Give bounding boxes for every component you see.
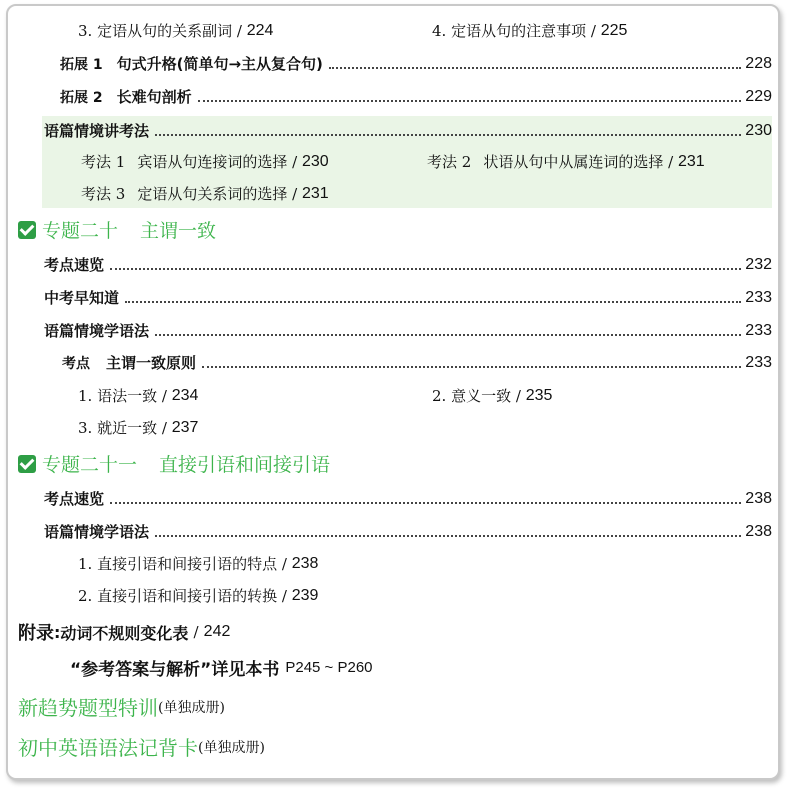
dot-leader — [110, 268, 741, 270]
toc-row-yupian-xueyufa[interactable] — [44, 320, 772, 341]
dot-leader — [202, 366, 741, 368]
list-item: 2. 直接引语和间接引语的转换 / 239 — [78, 586, 319, 605]
toc-row-yupian-xueyufa[interactable] — [44, 521, 772, 542]
section-label: 考点 — [62, 355, 90, 372]
page-number: 233 — [745, 353, 772, 371]
section-title: 考点速览 — [44, 256, 105, 274]
page-number: 228 — [745, 54, 772, 72]
list-item: 1. 语法一致 / 234 — [78, 386, 199, 405]
section-title: 考点速览 — [44, 490, 105, 508]
toc-page — [6, 4, 780, 780]
list-item: 4. 定语从句的注意事项 / 225 — [432, 21, 628, 40]
toc-row-tuozhan-1[interactable] — [60, 53, 772, 74]
list-item: 2. 意义一致 / 235 — [432, 386, 553, 405]
toc-row-kaodian-sulan[interactable] — [44, 488, 772, 509]
dot-leader — [155, 334, 741, 336]
section-title: 中考早知道 — [44, 289, 120, 307]
page-number: 232 — [745, 255, 772, 273]
page-number: 242 — [203, 623, 231, 640]
list-item: 考法 1 宾语从句连接词的选择 / 230 — [81, 152, 329, 171]
page-number: 238 — [745, 489, 772, 507]
volume-note: (单独成册) — [158, 699, 225, 716]
list-item: 1. 直接引语和间接引语的特点 / 238 — [78, 554, 319, 573]
page-number: 229 — [745, 87, 772, 105]
toc-row-yupian-jiangkaofa[interactable] — [44, 120, 772, 141]
answers-note: “参考答案与解析”详见本书 P245 ~ P260 — [70, 659, 373, 680]
page-range: P245 ~ P260 — [285, 659, 373, 676]
appendix-row[interactable]: 附录 : 动词不规则变化表 / 242 — [18, 619, 230, 645]
checkbox-icon — [18, 455, 36, 473]
dot-leader — [125, 301, 741, 303]
appendix-title: 动词不规则变化表 — [60, 623, 189, 643]
dot-leader — [198, 100, 742, 102]
volume-note: (单独成册) — [198, 739, 265, 756]
volume-title: 初中英语语法记背卡 — [18, 736, 198, 760]
list-item: 考法 3 定语从句关系词的选择 / 231 — [81, 184, 329, 203]
dot-leader — [155, 535, 741, 537]
section-label: 拓展 1 — [60, 56, 103, 73]
appendix-label: 附录 — [18, 623, 54, 644]
topic-subtitle: 直接引语和间接引语 — [159, 454, 331, 476]
page-number: 233 — [745, 288, 772, 306]
section-title: 语篇情境讲考法 — [44, 122, 150, 140]
topic-heading-20[interactable] — [18, 216, 216, 243]
toc-row-zhongkao[interactable] — [44, 287, 772, 308]
volume-title: 新趋势题型特训 — [18, 696, 158, 720]
toc-row-tuozhan-2[interactable] — [60, 86, 772, 107]
topic-heading-21[interactable] — [18, 450, 330, 477]
topic-title: 专题二十一 — [42, 454, 138, 476]
dot-leader — [155, 134, 741, 136]
page-number: 238 — [745, 522, 772, 540]
topic-subtitle: 主谓一致 — [140, 220, 217, 242]
special-volume-2[interactable] — [18, 732, 265, 761]
page-number: 233 — [745, 321, 772, 339]
toc-row-kaodian[interactable] — [62, 352, 772, 373]
dot-leader — [110, 502, 741, 504]
section-title: 语篇情境学语法 — [44, 322, 150, 340]
topic-title: 专题二十 — [42, 220, 119, 242]
dot-leader — [329, 67, 741, 69]
list-item: 3. 就近一致 / 237 — [78, 418, 199, 437]
toc-row-kaodian-sulan[interactable] — [44, 254, 772, 275]
special-volume-1[interactable] — [18, 692, 225, 721]
list-item: 考法 2 状语从句中从属连词的选择 / 231 — [427, 152, 705, 171]
checkbox-icon — [18, 221, 36, 239]
section-title: 语篇情境学语法 — [44, 523, 150, 541]
list-item: 3. 定语从句的关系副词 / 224 — [78, 21, 274, 40]
section-label: 拓展 2 — [60, 89, 103, 106]
section-title: 句式升格(简单句→主从复合句) — [116, 55, 323, 73]
section-title: 长难句剖析 — [116, 88, 192, 106]
section-title: 主谓一致原则 — [106, 354, 197, 372]
page-number: 230 — [745, 121, 772, 139]
